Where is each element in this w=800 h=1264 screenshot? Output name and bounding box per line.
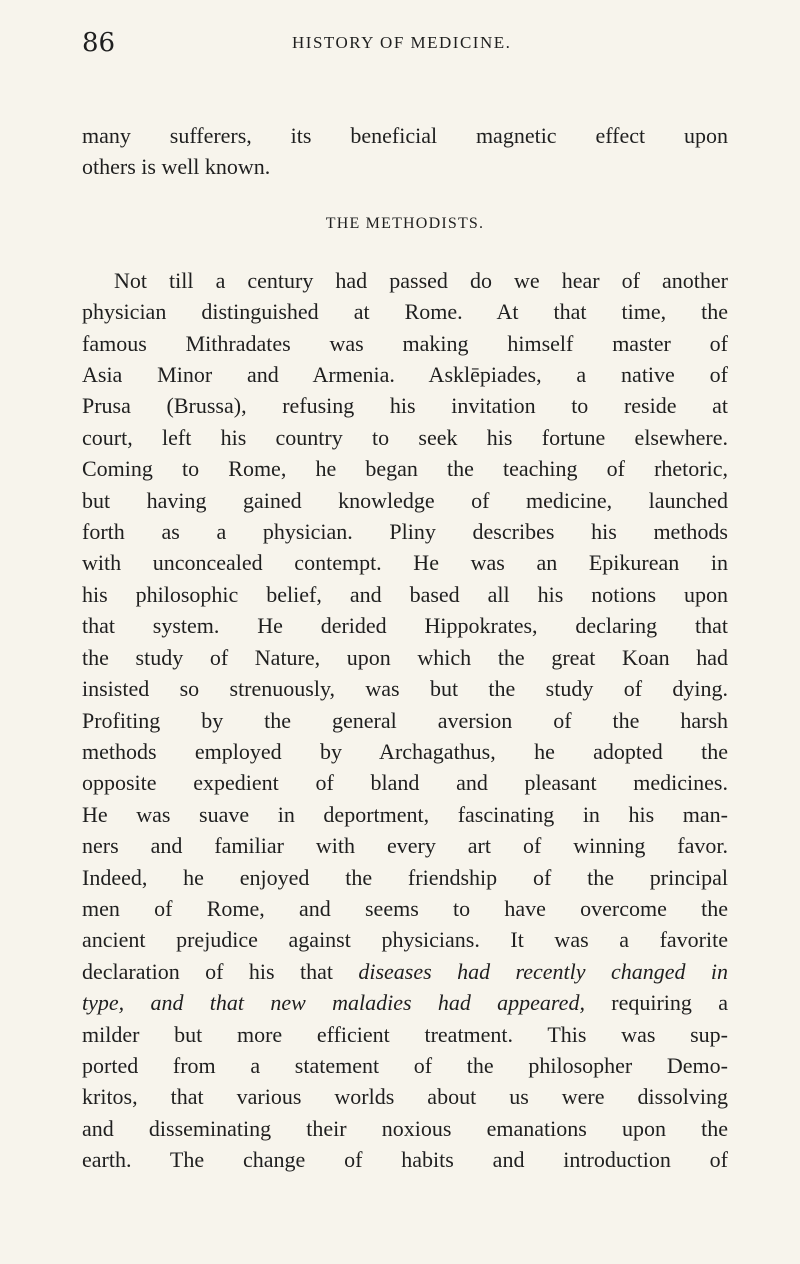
text-line: Indeed, he enjoyed the friendship of the principal [82, 864, 728, 890]
text-line: men of Rome, and seems to have overcome the [82, 895, 728, 921]
line-start-text: declaration of his that [82, 958, 359, 984]
text-line: forth as a physician. Pliny describes his methods [82, 519, 728, 545]
text-line: many sufferers, its beneficial magnetic effect upon [82, 123, 728, 148]
main-paragraph [82, 265, 728, 1176]
mixed-style-line [82, 987, 728, 1018]
text-line: opposite expedient of bland and pleasant medicines. [82, 770, 728, 796]
text-line: but having gained knowledge of medicine, launched [82, 487, 728, 513]
text-line: others is well known. [82, 154, 271, 180]
text-line: ported from a statement of the philosopher Demo- [82, 1052, 728, 1078]
text-line: his philosophic belief, and based all his notions upon [82, 581, 728, 607]
text-line: Not till a century had passed do we hear of another [114, 267, 728, 293]
text-line: ners and familiar with every art of winning favor. [82, 833, 728, 859]
opening-text [82, 120, 728, 183]
line-end-text: requiring a [584, 990, 728, 1016]
text-line: Profiting by the general aversion of the harsh [82, 707, 728, 733]
text-line: physician distinguished at Rome. At that time, the [82, 299, 728, 325]
text-line: methods employed by Archagathus, he adopted the [82, 738, 728, 764]
text-line: kritos, that various worlds about us were dissolving [82, 1084, 728, 1110]
italic-emphasis: diseases had recently changed in [358, 958, 728, 984]
text-line: Coming to Rome, he began the teaching of rhetoric, [82, 456, 728, 482]
text-line: that system. He derided Hippokrates, declaring that [82, 613, 728, 639]
text-line: the study of Nature, upon which the great Koan had [82, 644, 728, 670]
text-line: milder but more efficient treatment. This was sup- [82, 1021, 728, 1047]
text-line: court, left his country to seek his fortune elsewhere. [82, 424, 728, 450]
text-line: ancient prejudice against physicians. It was a favorite [82, 927, 728, 953]
text-line: and disseminating their noxious emanations upon the [82, 1115, 728, 1141]
text-line: Prusa (Brussa), refusing his invitation to reside at [82, 393, 728, 419]
running-head: HISTORY OF MEDICINE. [292, 33, 512, 52]
italic-emphasis: type, and that new maladies had appeared, [82, 990, 585, 1016]
page-header [82, 26, 728, 62]
section-title: THE METHODISTS. [325, 214, 485, 232]
text-line: insisted so strenuously, was but the study of dying. [82, 676, 728, 702]
text-line: He was suave in deportment, fascinating in his man- [82, 801, 728, 827]
text-line: earth. The change of habits and introduction of [82, 1147, 728, 1173]
text-line: Asia Minor and Armenia. Asklēpiades, a native of [82, 362, 728, 388]
mixed-style-line [82, 956, 728, 987]
text-line: with unconcealed contempt. He was an Epikurean in [82, 550, 728, 576]
text-line: famous Mithradates was making himself master of [82, 330, 728, 356]
page-number: 86 [82, 28, 116, 58]
